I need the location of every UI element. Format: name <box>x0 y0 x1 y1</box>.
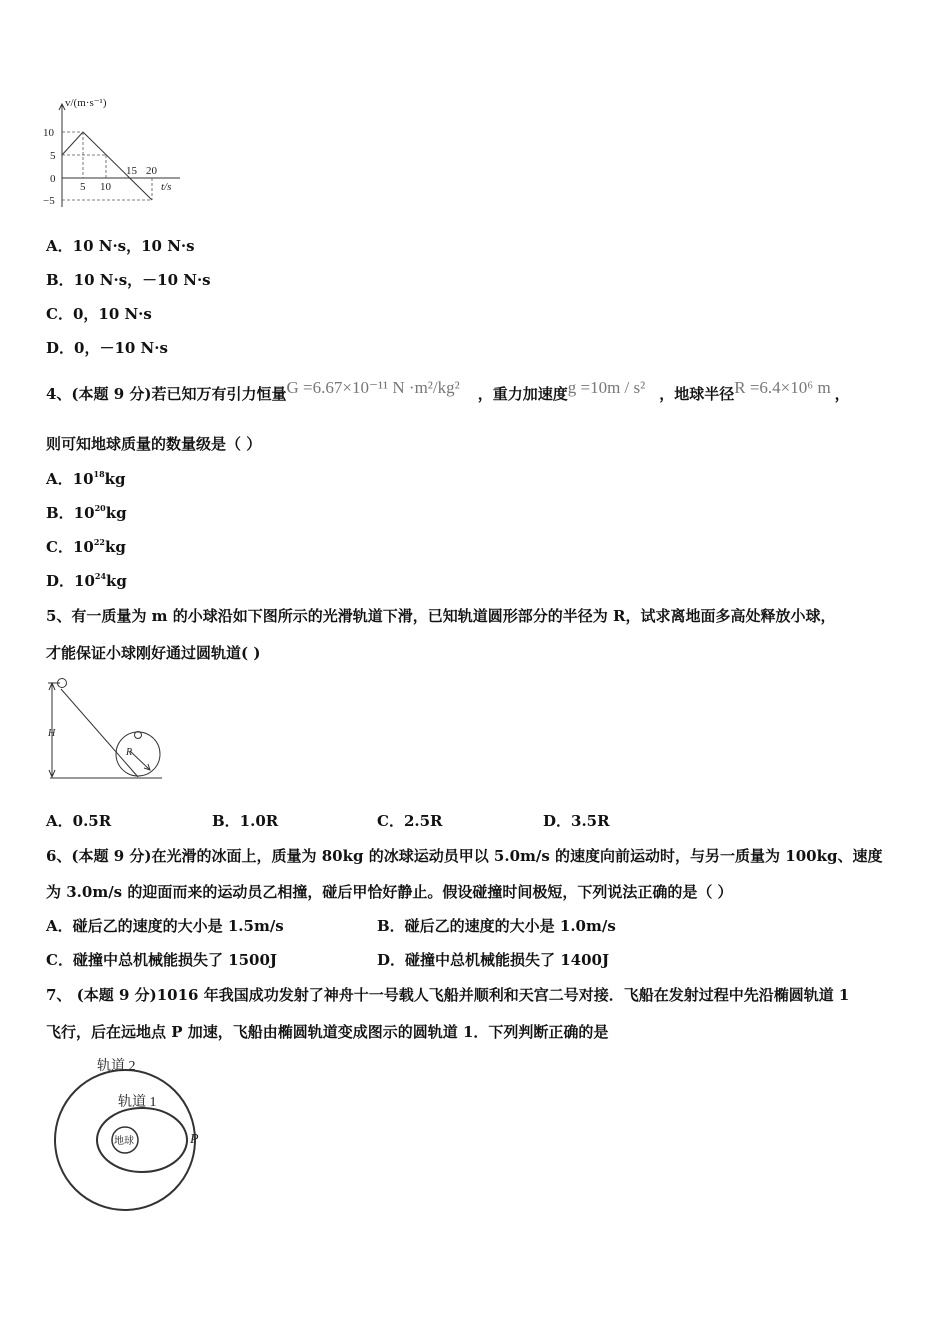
y-tick: −5 <box>43 195 55 207</box>
orbit-2-label: 轨道 2 <box>97 1059 136 1074</box>
radius-label: R <box>126 747 133 758</box>
q4-option-a[interactable]: A．$10^{18}kg$ <box>46 469 126 488</box>
q6-option-d[interactable]: D．碰撞中总机械能损失了 1400J <box>377 951 610 969</box>
q5-stem-line2: 才能保证小球刚好通过圆轨道( ) <box>46 644 261 662</box>
gravitational-constant: G =6.67×10⁻¹¹ N ·m²/kg² <box>286 378 460 397</box>
q4-option-c[interactable]: C．$10^{22}kg$ <box>46 537 126 556</box>
earth-label: 地球 <box>114 1136 134 1147</box>
gravity-acceleration: g =10m / s² <box>567 378 646 397</box>
q4-option-b[interactable]: B．$10^{20}kg$ <box>46 503 127 522</box>
y-tick: 5 <box>50 150 56 162</box>
v-line-up <box>62 132 83 155</box>
orbit-figure <box>40 1050 210 1215</box>
q6-stem-line1: 6、(本题 9 分)在光滑的冰面上，质量为 80kg 的冰球运动员甲以 5.0m/s 的速度向前运动时，与另一质量为 100kg、速度 <box>46 847 883 865</box>
q3-option-d[interactable]: D．0，－10 N·s <box>46 339 168 357</box>
y-tick: 10 <box>43 127 54 139</box>
y-axis-label: v/(m·s⁻¹) <box>65 97 107 109</box>
x-tick: 20 <box>146 165 157 177</box>
q7-stem-line1: 7、 (本题 9 分)1016 年我国成功发射了神舟十一号载人飞船并顺利和天宫二号对接．飞船在发射过程中先沿椭圆轨道 1 <box>46 986 850 1004</box>
q5-option-d[interactable]: D．3.5R <box>543 812 610 830</box>
orbit-1-label: 轨道 1 <box>118 1095 157 1110</box>
earth-radius: R =6.4×10⁶ m <box>734 378 831 397</box>
q7-stem-line2: 飞行，后在远地点 P 加速，飞船由椭圆轨道变成图示的圆轨道 1．下列判断正确的是 <box>46 1023 609 1041</box>
x-tick: 15 <box>126 165 137 177</box>
point-p-label: P <box>190 1132 199 1147</box>
velocity-time-graph <box>40 95 190 210</box>
orbit-1-ellipse <box>97 1108 187 1172</box>
q6-option-a[interactable]: A．碰后乙的速度的大小是 1.5m/s <box>46 917 284 935</box>
q5-option-a[interactable]: A．0.5R <box>46 812 112 830</box>
x-axis-label: t/s <box>161 181 172 193</box>
height-label: H <box>48 728 56 739</box>
q5-stem-line1: 5、有一质量为 m 的小球沿如下图所示的光滑轨道下滑，已知轨道圆形部分的半径为 R，试求离地面多高处释放小球， <box>46 607 836 625</box>
q5-option-b[interactable]: B．1.0R <box>212 812 279 830</box>
q5-option-c[interactable]: C．2.5R <box>377 812 443 830</box>
q3-option-c[interactable]: C．0，10 N·s <box>46 305 152 323</box>
q4-stem-line2: 则可知地球质量的数量级是（ ） <box>46 435 262 453</box>
q6-option-c[interactable]: C．碰撞中总机械能损失了 1500J <box>46 951 278 969</box>
v-line-down <box>83 132 152 200</box>
q4-option-d[interactable]: D．$10^{24}kg$ <box>46 571 127 590</box>
loop-track-figure <box>40 672 170 784</box>
q3-option-b[interactable]: B．10 N·s，－10 N·s <box>46 271 211 289</box>
loop-top-ball <box>135 732 142 739</box>
q6-option-b[interactable]: B．碰后乙的速度的大小是 1.0m/s <box>377 917 616 935</box>
q3-option-a[interactable]: A．10 N·s，10 N·s <box>46 237 195 255</box>
x-tick: 5 <box>80 181 86 193</box>
y-tick: 0 <box>50 173 56 185</box>
x-tick: 10 <box>100 181 111 193</box>
incline-track <box>61 689 138 777</box>
q4-stem: 4、(本题 9 分)若已知万有引力恒量G =6.67×10⁻¹¹ N ·m²/kg² ，重力加速度g =10m / s² ，地球半径R =6.4×10⁶ m ， <box>46 378 850 403</box>
q6-stem-line2: 为 3.0m/s 的迎面而来的运动员乙相撞，碰后甲恰好静止。假设碰撞时间极短，下列说法正确的是（ ） <box>46 883 733 901</box>
